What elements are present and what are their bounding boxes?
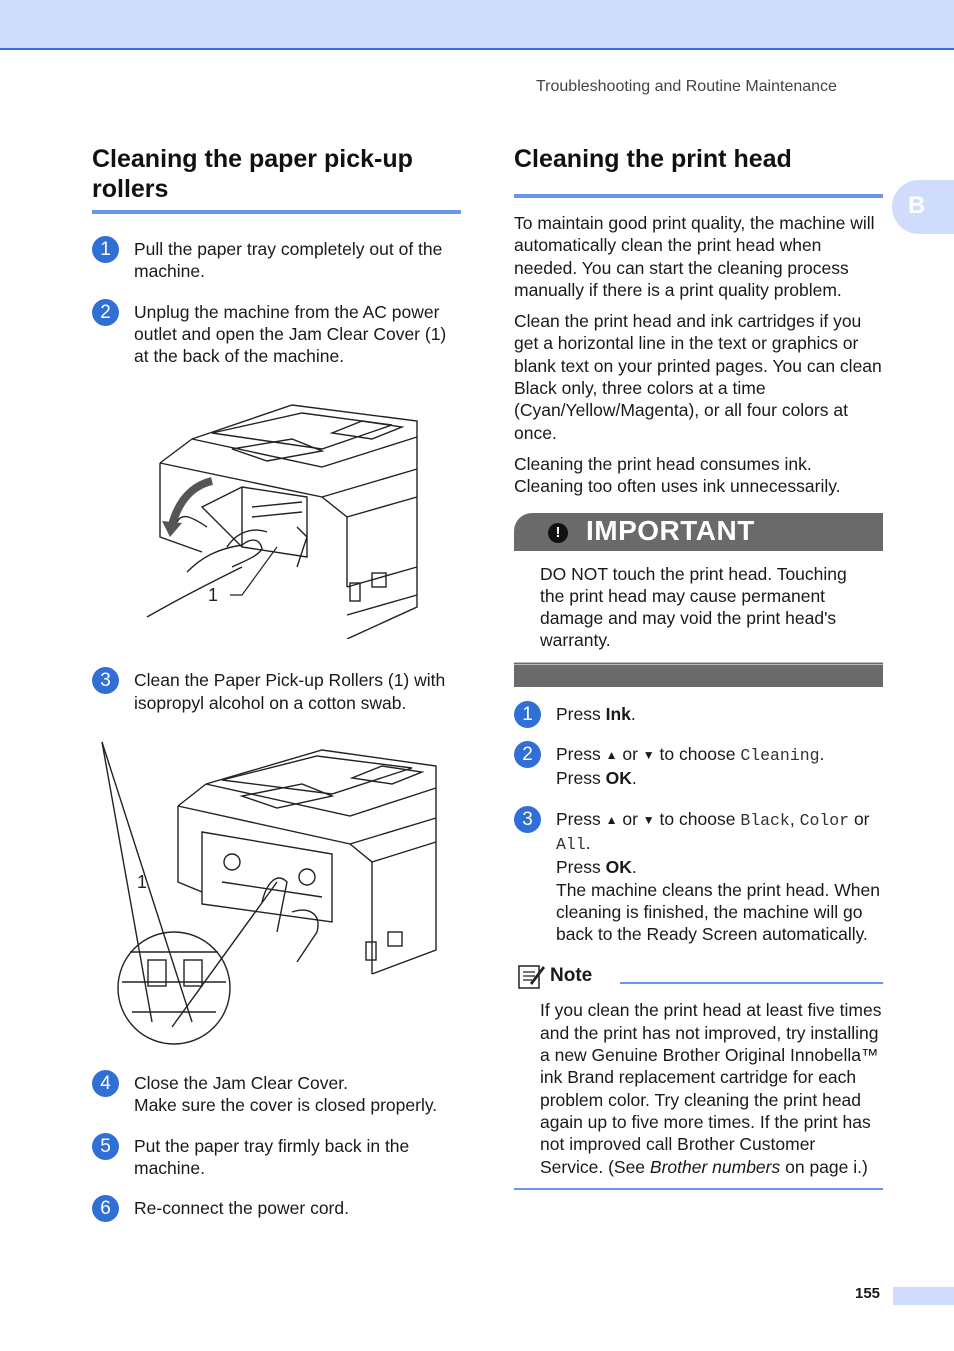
step-number: 1 [92, 236, 119, 263]
menu-option: All [556, 834, 586, 854]
heading-rule [514, 194, 883, 198]
ink-key: Ink [605, 703, 631, 724]
step-result-text: The machine cleans the print head. When cleaning is finished, the machine will go back to the Ready Screen automatically. [556, 879, 880, 945]
step-number: 1 [514, 701, 541, 728]
page-number: 155 [855, 1285, 881, 1302]
step-text: Press [556, 808, 606, 829]
print-step-2 [514, 743, 883, 790]
note-title: Note [550, 965, 593, 987]
step-text: Re-connect the power cord. [134, 1198, 349, 1219]
step-text: or [617, 744, 643, 765]
step-text-2: Make sure the cover is closed properly. [134, 1095, 438, 1116]
section-heading-rollers: Cleaning the paper pick-up rollers [92, 145, 413, 203]
exclamation-icon: ! [548, 523, 568, 543]
step-text: . [585, 832, 591, 853]
chapter-tab [892, 180, 954, 234]
step-text: Unplug the machine from the AC power outlet and open the Jam Clear Cover (1) at the back of the machine. [134, 301, 447, 367]
note-body [514, 991, 883, 1187]
figure-callout: 1 [208, 585, 219, 606]
step-number: 3 [92, 667, 119, 694]
step-text: Clean the Paper Pick-up Rollers (1) with isopropyl alcohol on a cotton swab. [134, 670, 446, 713]
step-2 [92, 301, 461, 368]
up-arrow-icon: ▲ [605, 812, 618, 827]
step-number: 2 [92, 299, 119, 326]
ok-key: OK [605, 768, 632, 789]
note-end-rule [514, 1188, 883, 1190]
step-text: . [819, 744, 825, 765]
brother-numbers-reference: Brother numbers [649, 1156, 781, 1177]
step-text: Put the paper tray firmly back in the machine. [134, 1135, 410, 1178]
step-text: Pull the paper tray completely out of the machine. [134, 239, 443, 282]
step-number: 2 [514, 741, 541, 768]
important-footer-bar [514, 662, 883, 687]
heading-rule [92, 210, 461, 214]
right-column [514, 144, 883, 1190]
print-step-1 [514, 703, 883, 725]
note-text-part: on page i.) [780, 1156, 868, 1177]
step-number: 3 [514, 806, 541, 833]
figure-callout: 1 [137, 872, 148, 893]
step-6 [92, 1197, 461, 1219]
chapter-tab-letter: B [908, 192, 926, 219]
step-text: Close the Jam Clear Cover. [134, 1073, 348, 1094]
menu-option: Color [799, 810, 850, 830]
step-1 [92, 238, 461, 283]
important-text: DO NOT touch the print head. Touching the print head may cause permanent damage and may void the print head's warranty. [540, 563, 847, 651]
note-text [540, 999, 883, 1177]
important-title: IMPORTANT [586, 514, 755, 546]
step-3 [92, 669, 461, 714]
step-text: Press [556, 703, 606, 724]
step-5 [92, 1135, 461, 1180]
down-arrow-icon: ▼ [642, 812, 655, 827]
menu-option: Black [740, 810, 790, 830]
top-banner [0, 0, 954, 50]
step-number: 4 [92, 1070, 119, 1097]
note-header [514, 961, 883, 991]
intro-paragraph: To maintain good print quality, the machine will automatically clean the print head when needed. You can start the cleaning process manually if there is a print quality problem. [514, 213, 875, 300]
left-column [92, 144, 461, 1220]
step-text: . [631, 857, 637, 878]
ok-key: OK [605, 857, 632, 878]
step-text: Press [556, 857, 606, 878]
up-arrow-icon: ▲ [605, 748, 618, 763]
step-text: to choose [654, 808, 741, 829]
important-box [514, 513, 883, 687]
step-text: or [849, 808, 870, 829]
step-text: . [630, 703, 636, 724]
note-box [514, 961, 883, 1189]
page-number-tab [893, 1287, 954, 1305]
figure-open-jam-cover [92, 377, 461, 639]
step-text: , [789, 808, 800, 829]
important-header [514, 513, 883, 551]
note-text-part: If you clean the print head at least five times and the print has not improved, try installing a new Genuine Brother Original Innobella™ ink Brand replacement cartridge for each problem color. Try cleaning the print head again up to five more times. If the print has not improved call Brother Customer Service. (See [540, 1000, 882, 1177]
note-pencil-icon [518, 963, 546, 989]
menu-option: Cleaning [740, 746, 820, 766]
print-step-3 [514, 808, 883, 946]
step-text: Press [556, 768, 606, 789]
running-header: Troubleshooting and Routine Maintenance [536, 78, 837, 95]
step-number: 5 [92, 1133, 119, 1160]
paragraph: Clean the print head and ink cartridges if you get a horizontal line in the text or graphics or blank text on your printed pages. You can clean Black only, three colors at a time (Cyan/Yellow/Magenta), or all four colors at once. [514, 311, 882, 443]
step-text: Press [556, 744, 606, 765]
section-heading-print-head: Cleaning the print head [514, 145, 792, 173]
step-text: . [631, 768, 637, 789]
step-4 [92, 1072, 461, 1117]
important-body [514, 551, 883, 662]
down-arrow-icon: ▼ [642, 748, 655, 763]
step-number: 6 [92, 1195, 119, 1222]
paragraph: Cleaning the print head consumes ink. Cleaning too often uses ink unnecessarily. [514, 453, 841, 497]
figure-clean-rollers [92, 732, 461, 1050]
step-text: or [617, 808, 643, 829]
note-rule [620, 982, 883, 984]
step-text: to choose [654, 744, 741, 765]
